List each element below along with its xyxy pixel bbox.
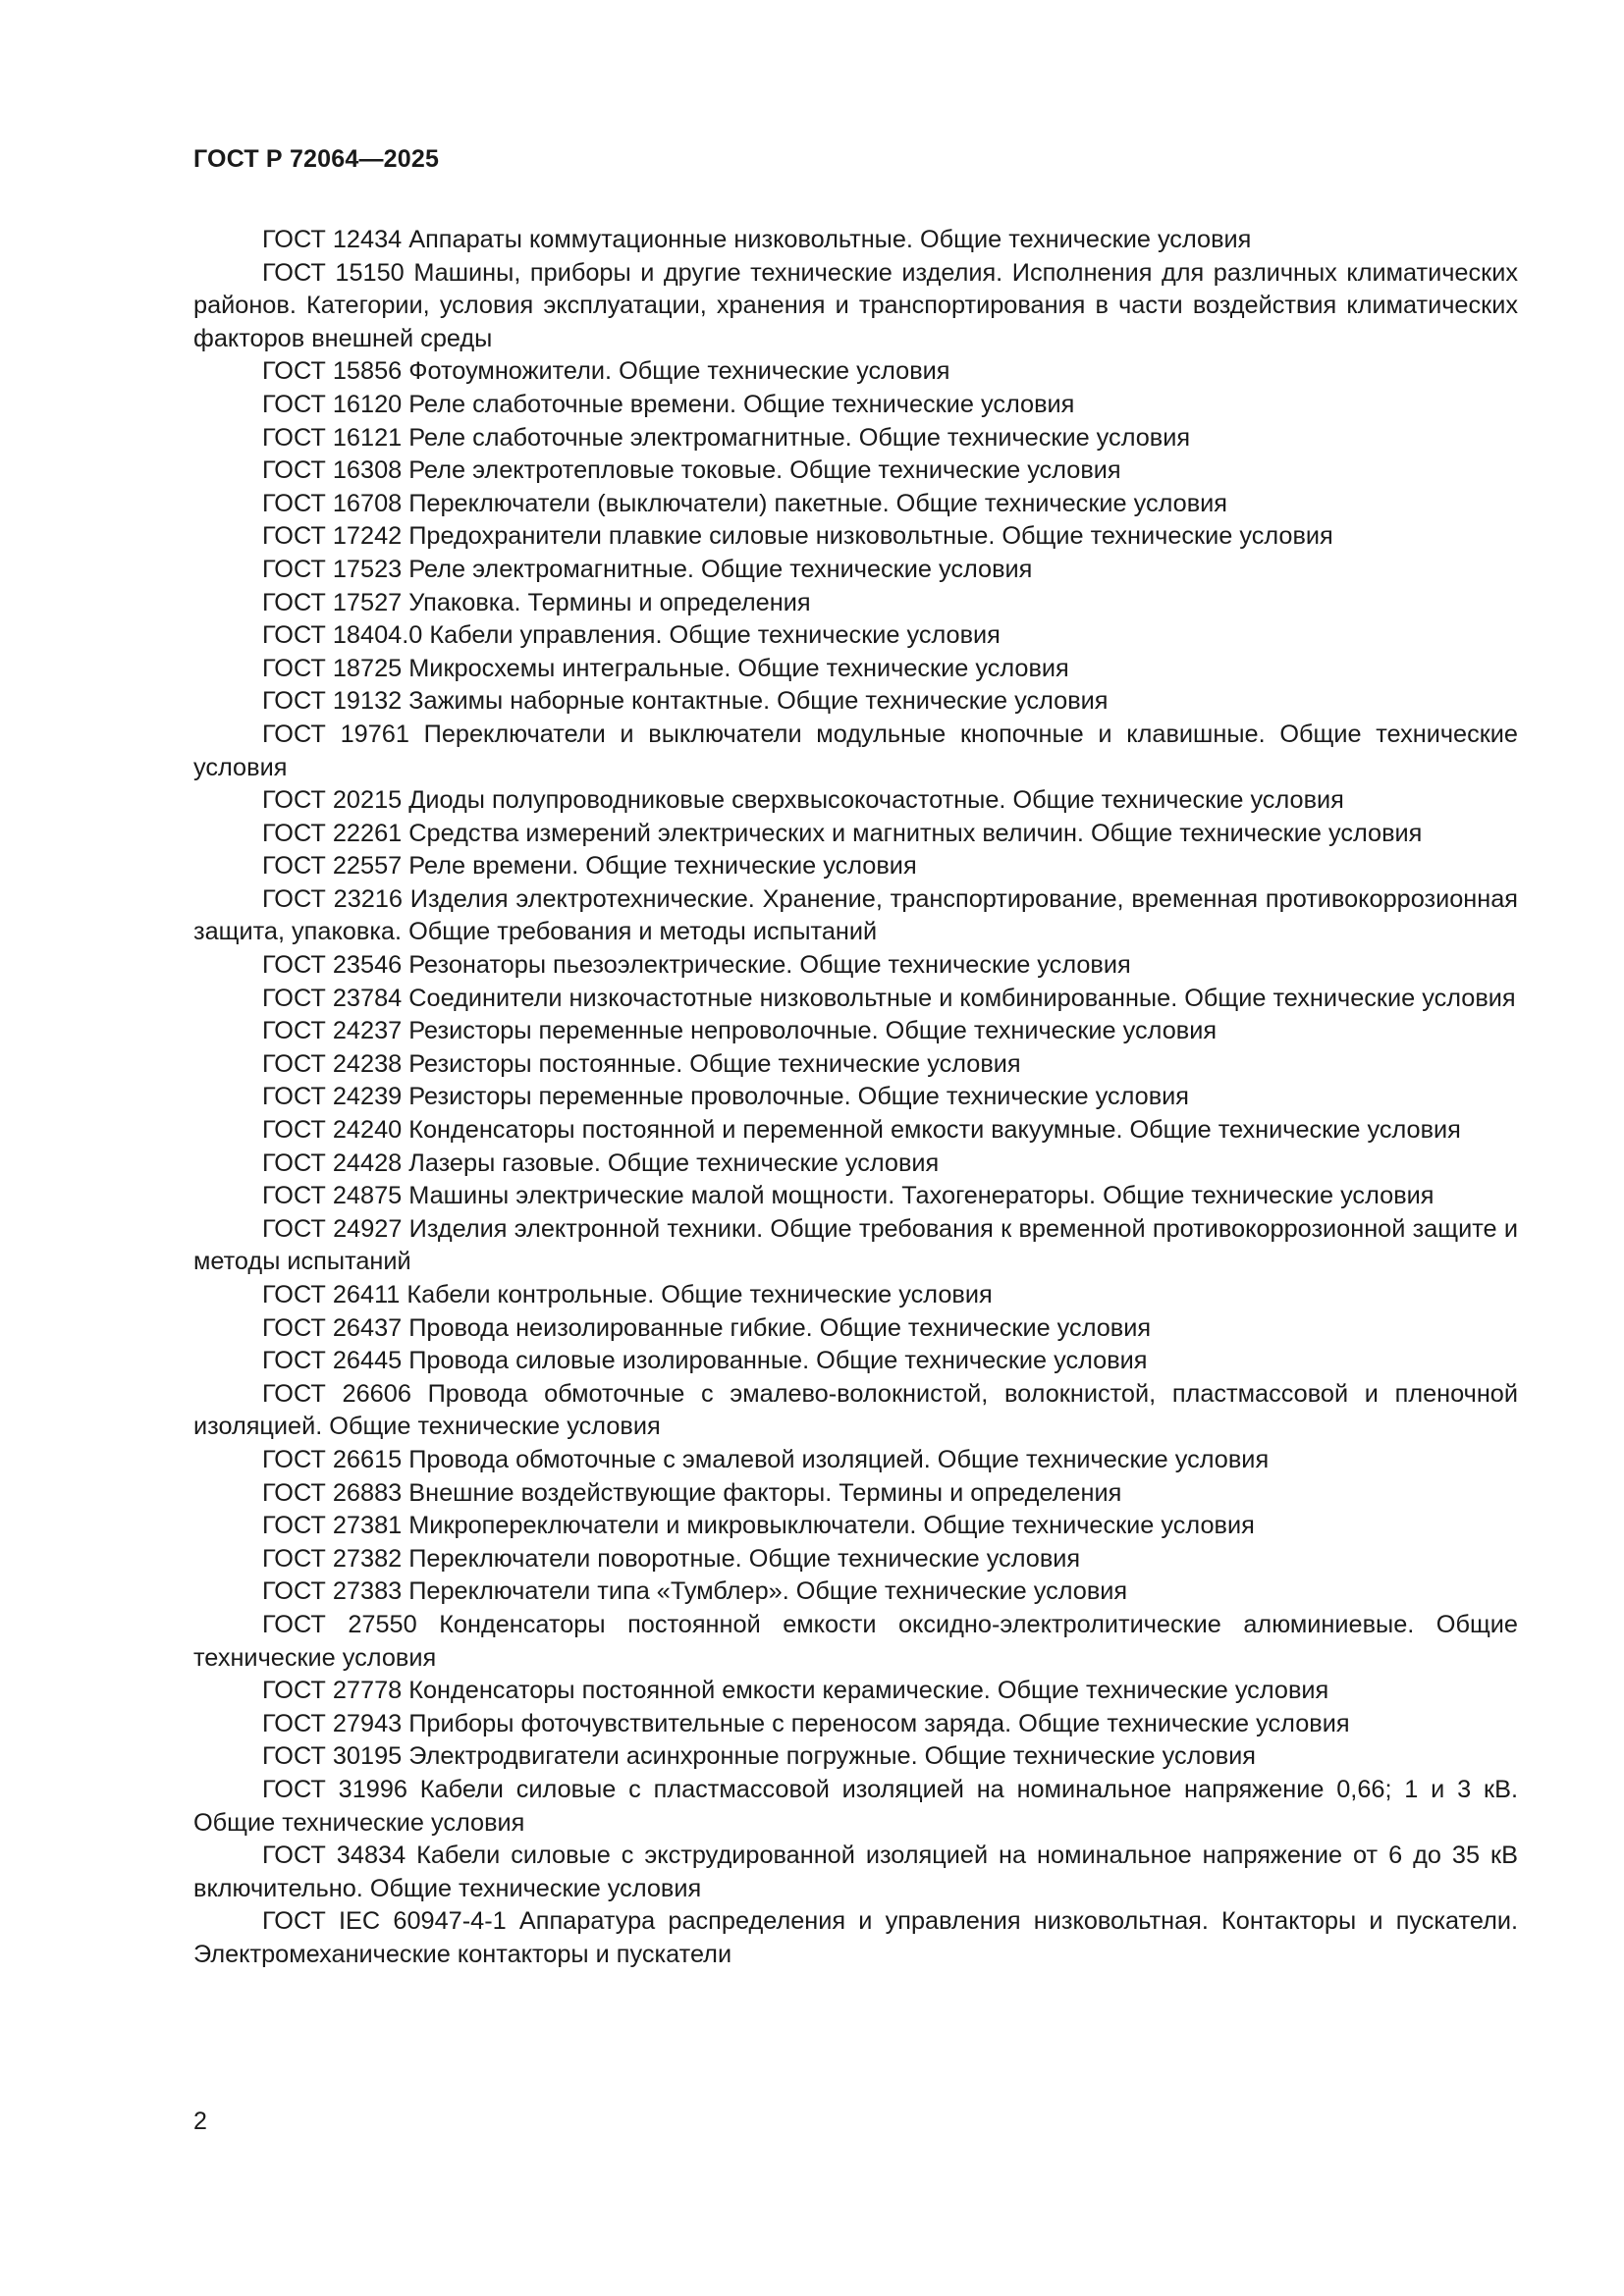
reference-item: ГОСТ 18404.0 Кабели управления. Общие технические условия — [262, 621, 1001, 650]
reference-item: ГОСТ 17527 Упаковка. Термины и определения — [262, 588, 811, 616]
reference-item: ГОСТ 23784 Соединители низкочастотные низковольтные и комбинированные. Общие технические условия — [262, 984, 1516, 1012]
reference-item: ГОСТ 27381 Микропереключатели и микровыключатели. Общие технические условия — [262, 1512, 1255, 1540]
reference-item: ГОСТ 20215 Диоды полупроводниковые сверхвысокочастотные. Общие технические условия — [262, 786, 1344, 815]
references-list — [193, 224, 1518, 1971]
reference-item: ГОСТ IEC 60947-4-1 Аппаратура распределения и управления низковольтная. Контакторы и пускатели. Электромеханические контакторы и пускатели — [193, 1907, 1518, 1968]
reference-item: ГОСТ 27550 Конденсаторы постоянной емкости оксидно-электролитические алюминиевые. Общие технические условия — [193, 1610, 1518, 1672]
reference-item: ГОСТ 16120 Реле слаботочные времени. Общие технические условия — [262, 390, 1075, 418]
reference-item: ГОСТ 12434 Аппараты коммутационные низковольтные. Общие технические условия — [262, 226, 1252, 253]
reference-item: ГОСТ 22261 Средства измерений электрических и магнитных величин. Общие технические условия — [262, 819, 1423, 847]
reference-item: ГОСТ 19132 Зажимы наборные контактные. Общие технические условия — [262, 687, 1109, 716]
reference-item: ГОСТ 16308 Реле электротепловые токовые. Общие технические условия — [262, 456, 1121, 485]
reference-item: ГОСТ 17523 Реле электромагнитные. Общие технические условия — [262, 555, 1033, 583]
reference-item: ГОСТ 26606 Провода обмоточные с эмалево-волокнистой, волокнистой, пластмассовой и пленочной изоляцией. Общие технические условия — [193, 1379, 1518, 1441]
reference-item: ГОСТ 30195 Электродвигатели асинхронные погружные. Общие технические условия — [262, 1742, 1256, 1771]
reference-item: ГОСТ 27778 Конденсаторы постоянной емкости керамические. Общие технические условия — [262, 1677, 1329, 1705]
reference-item: ГОСТ 24927 Изделия электронной техники. Общие требования к временной противокоррозионной защите и методы испытаний — [193, 1214, 1518, 1276]
reference-item: ГОСТ 16121 Реле слаботочные электромагнитные. Общие технические условия — [262, 423, 1191, 452]
reference-item: ГОСТ 31996 Кабели силовые с пластмассовой изоляцией на номинальное напряжение 0,66; 1 и 3 кВ. Общие технические условия — [193, 1775, 1518, 1837]
reference-item: ГОСТ 17242 Предохранители плавкие силовые низковольтные. Общие технические условия — [262, 522, 1333, 551]
reference-item: ГОСТ 24238 Резисторы постоянные. Общие технические условия — [262, 1049, 1021, 1078]
reference-item: ГОСТ 27382 Переключатели поворотные. Общие технические условия — [262, 1544, 1081, 1573]
reference-item: ГОСТ 18725 Микросхемы интегральные. Общие технические условия — [262, 654, 1069, 682]
reference-item: ГОСТ 27383 Переключатели типа «Тумблер». Общие технические условия — [262, 1577, 1128, 1606]
reference-item: ГОСТ 15856 Фотоумножители. Общие технические условия — [262, 357, 950, 386]
reference-item: ГОСТ 24237 Резисторы переменные непроволочные. Общие технические условия — [262, 1017, 1218, 1045]
reference-item: ГОСТ 24875 Машины электрические малой мощности. Тахогенераторы. Общие технические условия — [262, 1182, 1435, 1210]
reference-item: ГОСТ 26615 Провода обмоточные с эмалевой изоляцией. Общие технические условия — [262, 1445, 1270, 1473]
reference-item: ГОСТ 26437 Провода неизолированные гибкие. Общие технические условия — [262, 1313, 1152, 1342]
reference-item: ГОСТ 15150 Машины, приборы и другие технические изделия. Исполнения для различных климатических районов. Категории, условия эксплуатации, хранения и транспортирования в части воздействия климатических факторов внешней среды — [193, 258, 1518, 352]
reference-item: ГОСТ 23216 Изделия электротехнические. Хранение, транспортирование, временная противокоррозионная защита, упаковка. Общие требования и методы испытаний — [193, 884, 1518, 946]
reference-item: ГОСТ 27943 Приборы фоточувствительные с переносом заряда. Общие технические условия — [262, 1709, 1350, 1737]
reference-item: ГОСТ 26883 Внешние воздействующие факторы. Термины и определения — [262, 1478, 1122, 1507]
page-header: ГОСТ Р 72064—2025 — [193, 145, 440, 173]
reference-item: ГОСТ 24240 Конденсаторы постоянной и переменной емкости вакуумные. Общие технические условия — [262, 1116, 1461, 1145]
reference-item: ГОСТ 34834 Кабели силовые с экструдированной изоляцией на номинальное напряжение от 6 до 35 кВ включительно. Общие технические условия — [193, 1842, 1518, 1902]
page-number: 2 — [193, 2108, 207, 2135]
reference-item: ГОСТ 19761 Переключатели и выключатели модульные кнопочные и клавишные. Общие технические условия — [193, 720, 1518, 781]
reference-item: ГОСТ 24239 Резисторы переменные проволочные. Общие технические условия — [262, 1083, 1190, 1111]
reference-item: ГОСТ 26445 Провода силовые изолированные. Общие технические условия — [262, 1347, 1148, 1375]
reference-item: ГОСТ 26411 Кабели контрольные. Общие технические условия — [262, 1281, 993, 1308]
reference-item: ГОСТ 23546 Резонаторы пьезоэлектрические. Общие технические условия — [262, 951, 1131, 980]
reference-item: ГОСТ 22557 Реле времени. Общие технические условия — [262, 852, 917, 881]
reference-item: ГОСТ 24428 Лазеры газовые. Общие технические условия — [262, 1148, 940, 1177]
reference-item: ГОСТ 16708 Переключатели (выключатели) пакетные. Общие технические условия — [262, 489, 1228, 517]
